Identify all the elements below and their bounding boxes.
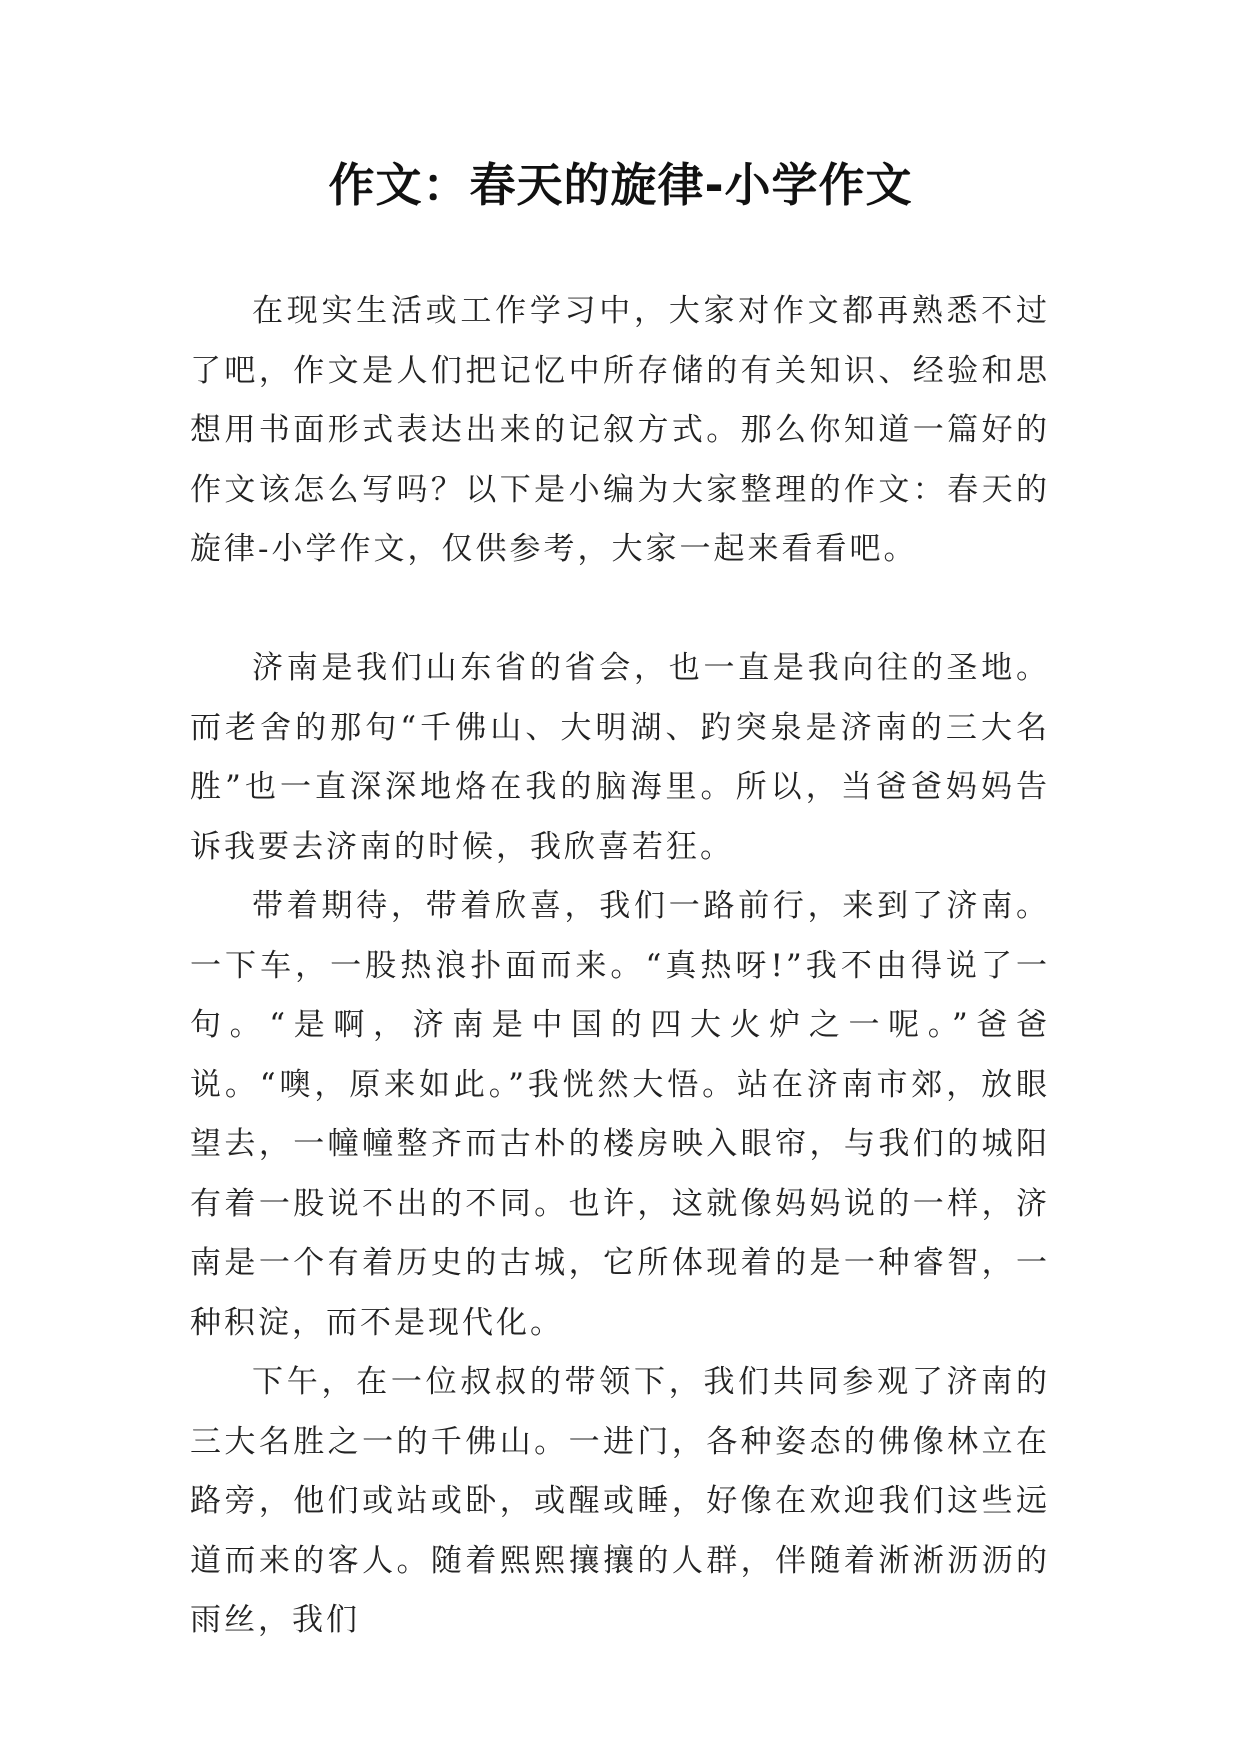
- paragraph-qianfoshan: 下午，在一位叔叔的带领下，我们共同参观了济南的三大名胜之一的千佛山。一进门，各种姿态的佛像林立在路旁，他们或站或卧，或醒或睡，好像在欢迎我们这些远道而来的客人。随着熙熙攘攘的人群，伴随着淅淅沥沥的雨丝，我们: [190, 1364, 1050, 1638]
- document-title: 作文：春天的旋律-小学作文: [328, 158, 913, 212]
- document-body: [190, 282, 1050, 1651]
- paragraph-intro: 在现实生活或工作学习中，大家对作文都再熟悉不过了吧，作文是人们把记忆中所存储的有关知识、经验和思想用书面形式表达出来的记叙方式。那么你知道一篇好的作文该怎么写吗？以下是小编为大家整理的作文：春天的旋律-小学作文，仅供参考，大家一起来看看吧。: [190, 293, 1050, 567]
- paragraph-spacer: [190, 580, 1050, 640]
- paragraph-jinan: 济南是我们山东省的省会，也一直是我向往的圣地。而老舍的那句“千佛山、大明湖、趵突泉是济南的三大名胜”也一直深深地烙在我的脑海里。所以，当爸爸妈妈告诉我要去济南的时候，我欣喜若狂。: [190, 650, 1050, 865]
- paragraph-arrival: 带着期待，带着欣喜，我们一路前行，来到了济南。一下车，一股热浪扑面而来。“真热呀!”我不由得说了一句。“是啊，济南是中国的四大火炉之一呢。”爸爸说。“噢，原来如此。”我恍然大悟。站在济南市郊，放眼望去，一幢幢整齐而古朴的楼房映入眼帘，与我们的城阳有着一股说不出的不同。也许，这就像妈妈说的一样，济南是一个有着历史的古城，它所体现着的是一种睿智，一种积淀，而不是现代化。: [190, 888, 1050, 1341]
